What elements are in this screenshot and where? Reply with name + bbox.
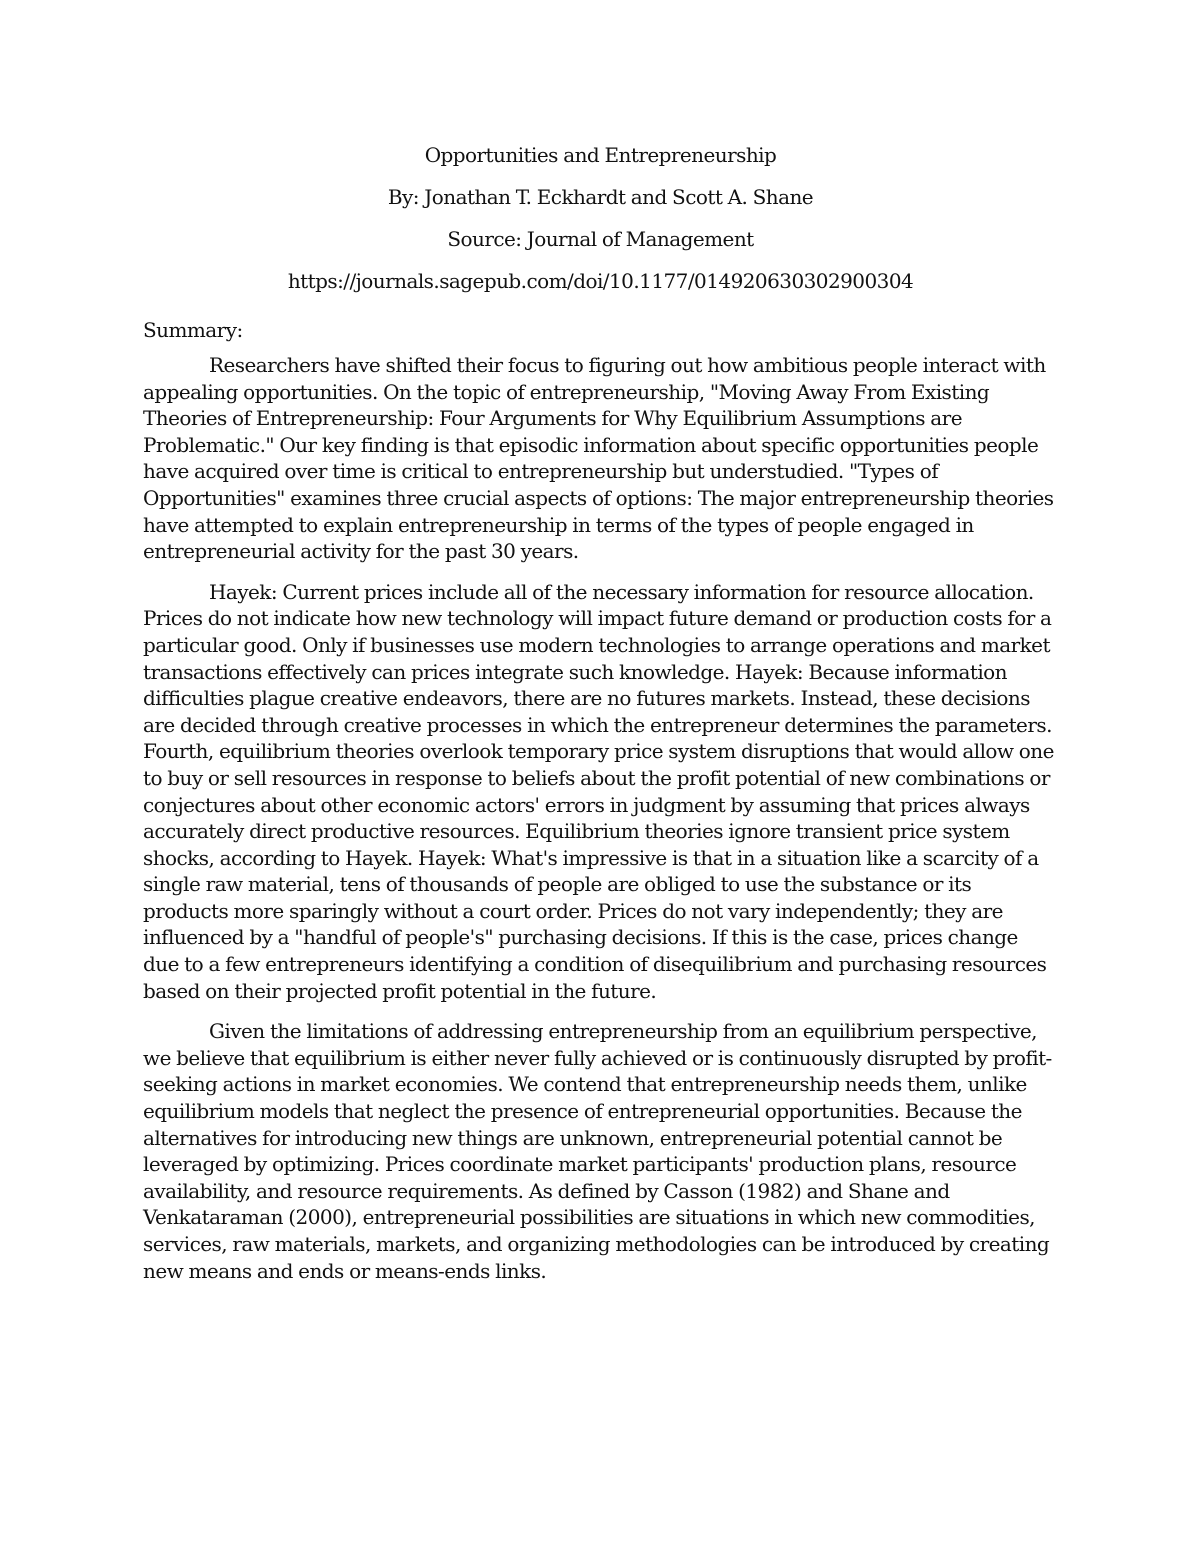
summary-label: Summary: — [143, 318, 243, 342]
document-url: https://journals.sagepub.com/doi/10.1177/014920630302900304 — [287, 269, 914, 293]
summary-paragraph-3: Given the limitations of addressing entrepreneurship from an equilibrium perspective, we believe that equilibrium is either never fully achieved or is continuously disrupted by profit-seeking actions in market economies. We contend that entrepreneurship needs them, unlike equilibrium models that neglect the presence of entrepreneurial opportunities. Because the alternatives for introducing new things are unknown, entrepreneurial potential cannot be leveraged by optimizing. Prices coordinate market participants' production plans, resource availability, and resource requirements. As defined by Casson (1982) and Shane and Venkataraman (2000), entrepreneurial possibilities are situations in which new commodities, services, raw materials, markets, and organizing methodologies can be introduced by creating new means and ends or means-ends links. — [143, 1019, 1052, 1283]
document-byline: By: Jonathan T. Eckhardt and Scott A. Shane — [387, 185, 814, 209]
document-page — [143, 138, 1058, 1298]
summary-paragraph-2: Hayek: Current prices include all of the necessary information for resource allocation. Prices do not indicate how new technology will impact future demand or production costs for a particular good. Only if businesses use modern technologies to arrange operations and market transactions effectively can prices integrate such knowledge. Hayek: Because information difficulties plague creative endeavors, there are no futures markets. Instead, these decisions are decided through creative processes in which the entrepreneur determines the parameters. Fourth, equilibrium theories overlook temporary price system disruptions that would allow one to buy or sell resources in response to beliefs about the profit potential of new combinations or conjectures about other economic actors' errors in judgment by assuming that prices always accurately direct productive resources. Equilibrium theories ignore transient price system shocks, according to Hayek. Hayek: What's impressive is that in a situation like a scarcity of a single raw material, tens of thousands of people are obliged to use the substance or its products more sparingly without a court order. Prices do not vary independently; they are influenced by a "handful of people's" purchasing decisions. If this is the case, prices change due to a few entrepreneurs identifying a condition of disequilibrium and purchasing resources based on their projected profit potential in the future. — [143, 579, 1054, 1003]
document-title: Opportunities and Entrepreneurship — [424, 143, 777, 167]
summary-paragraph-1: Researchers have shifted their focus to figuring out how ambitious people interact with appealing opportunities. On the topic of entrepreneurship, "Moving Away From Existing Theories of Entrepreneurship: Four Arguments for Why Equilibrium Assumptions are Problematic." Our key finding is that episodic information about specific opportunities people have acquired over time is critical to entrepreneurship but understudied. "Types of Opportunities" examines three crucial aspects of options: The major entrepreneurship theories have attempted to explain entrepreneurship in terms of the types of people engaged in entrepreneurial activity for the past 30 years. — [143, 353, 1054, 564]
document-source: Source: Journal of Management — [447, 227, 754, 251]
